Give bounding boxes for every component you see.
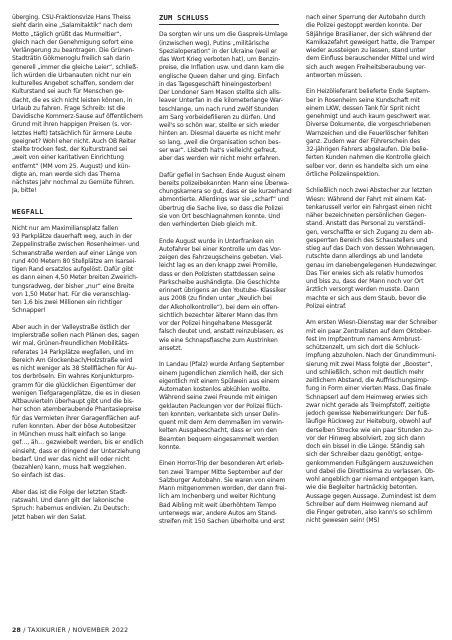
article-paragraph (159, 171, 292, 230)
text-line: sichtlich bezechter älterer Mann das Ihm (159, 311, 278, 319)
text-line: Kamikazefahrt geweigert hatte, die Tramper (306, 38, 435, 46)
paragraph-gap (159, 163, 285, 171)
text-line: sich der Schreiber dazu genötigt, entge- (306, 451, 424, 459)
text-line: stieg auf das Dach von dessen Wohnwagen, (306, 245, 435, 252)
text-line: tenkarussell verlor ein Fahrgast einen nicht (306, 203, 432, 211)
magazine-name: TAXIKURIER (27, 627, 66, 634)
text-line: ten 1,6 bis zwei Millionen ein richtiger (12, 299, 123, 306)
text-line: entfernt“ (MM vom 25. August) und kün- (12, 162, 131, 170)
text-line: zwar nicht gerade als Treimpfstoff, zeitigte (306, 401, 430, 409)
text-line: ser war“. Lisbeth hat's vielleicht gefreut, (159, 146, 277, 154)
text-line: Altbauvierteln überhaupt gibt und die bis- (12, 398, 134, 405)
text-line: Nicht nur am Maximiliansplatz fallen (12, 224, 119, 232)
paragraph-gap (12, 316, 138, 324)
text-line: fest im Impfzentrum namens Armbrust- (306, 335, 422, 343)
text-line: Automaten kostenlos abkühlen wollte. (159, 386, 271, 393)
text-line: Beamten bequem eingesammelt werden (159, 435, 279, 443)
text-line: jedoch gewisse Nebenwirkungen: Der fuß- (306, 410, 430, 417)
text-line: preise, die Inflation usw. und dann kam die (159, 64, 284, 72)
text-line: läufige Rückweg zur Heiteburg, obwohl auf (306, 418, 432, 426)
text-line: aber das werden wir nicht mehr erfahren. (159, 155, 281, 162)
text-line: der Alkoholkontrolle“), bei dem ein offen- (159, 303, 279, 311)
text-line: gramm für die glücklichen Eigentümer der (12, 381, 136, 389)
article-paragraph (12, 489, 138, 522)
text-line: Salzburger Autobahn. Sie waren von einem (159, 476, 286, 484)
article-paragraph (306, 319, 438, 525)
text-line: tos derbröseln. Ein wahres Konjunkturpro- (12, 373, 135, 381)
text-line: Mann mitgenommen worden, der dann frei- (159, 485, 287, 492)
text-line: nicht gewesen sein! (MS) (306, 517, 380, 525)
text-line: Aber auch in der Valleystraße östlich der (12, 323, 131, 331)
text-line: Verlängerung zu beantragen. Die Grünen- (12, 47, 135, 54)
text-line: wie eine Schnapsflasche zum Austrinken (159, 336, 278, 344)
text-line: wir mal, Grünen-freundlichen Mobilitäts- (12, 340, 130, 348)
text-line: vor der Hinweg absolviert, zog sich dann (306, 434, 425, 442)
text-line: kulturelles Angebot schaffen, sondern der (12, 80, 134, 87)
article-paragraph (306, 187, 437, 311)
text-line: es dann einen 4,50 Meter breiten Zweirich- (12, 274, 138, 282)
text-line: am Sarg vorbeidefilieren zu dürfen. Und (159, 113, 276, 121)
text-line: Stadträtin Gökmenoglu freilich sah darin (12, 55, 131, 63)
paragraph-gap (159, 452, 285, 460)
text-line: bedarf. Und wer das nicht will oder nicht (12, 455, 130, 463)
text-line: näher bezeichneten persönlichen Gegen- (306, 212, 427, 219)
paragraph-gap (159, 229, 285, 237)
text-line: dass er den Polizisten stattdessen seine (159, 270, 276, 278)
text-line: in das Tagesgeschäft hineingestorben! (159, 80, 272, 88)
text-line: digte an, man werde sich das Thema (12, 170, 120, 178)
paragraph-gap (306, 80, 432, 88)
text-line: schützenzelt, um sich dort die Schluck- (306, 344, 420, 351)
text-line: Urlaub zu fahren. Frage Schreib: Ist die (12, 104, 126, 112)
text-line: den verhinderten Dieb gleich mit. (159, 221, 257, 228)
article-paragraph (12, 225, 138, 316)
text-line: ratswahl. Und dann gilt der lakonische (12, 497, 124, 504)
text-line: (bezahlen) kann, muss halt wegziehen. (12, 464, 127, 471)
text-line: tungsradweg, der bisher „nur“ eine Breite (12, 282, 135, 290)
text-column-2 (159, 13, 292, 526)
text-line: ferten Kunden nahmen die Kontrolle gleich (306, 154, 431, 162)
text-line: sierung mit zwei Mass folgte der „Booster“, (306, 360, 433, 368)
text-line: leaver Unterfan in die kilometerlange War- (159, 97, 283, 105)
text-line: Ein Heizölieferant belieferte Ende Septem- (306, 88, 430, 96)
text-line: streifen mit 150 Sachen überholte und erst (159, 518, 285, 525)
text-line: wenigen Tiefgaragenplätze, die es in diesen (12, 389, 141, 397)
text-line: übertrug die Sache live, so dass die Polizei (159, 204, 283, 212)
text-line: englische Queen daher und ging. Einfach (159, 72, 280, 80)
text-line: Schnapserl auf dem Heimweg erwies sich (306, 393, 428, 401)
footer-separator: / (68, 627, 73, 634)
text-line: sich auch wegen Freiheitsberaubung ver- (306, 63, 426, 71)
article-paragraph (159, 361, 285, 452)
text-column-1 (12, 14, 144, 522)
text-line: impfung abzuholen. Nach der Grundimmuni- (306, 352, 437, 360)
text-line: Davidische Kommerz-Sause auf öffentlichem (12, 113, 143, 120)
text-line: nach einer Sperrung der Autobahn durch (306, 14, 426, 21)
text-line: von 1,50 Meter hat. Für die veranschlag- (12, 290, 131, 298)
section-heading: ZUM SCHLUSS (159, 14, 279, 25)
text-line: teschlange, um nach rund zwölf Stunden (159, 105, 279, 113)
text-line: machte er sich aus dem Staub, bevor die (306, 294, 427, 302)
text-line: Bad Aibling mit weit überhöhtem Tempo (159, 501, 277, 509)
text-line: die Finger getreten, also kann's so schlimm (306, 509, 433, 516)
text-line: Aber das ist die Folge der letzten Stadt- (12, 488, 128, 496)
text-line: Einen Horror-Trip der besonderen Art erleb- (159, 460, 284, 468)
article-paragraph (306, 88, 432, 179)
text-line: lich am Inchenberg und weiter Richtung (159, 493, 276, 501)
issue-date: NOVEMBER 2022 (72, 627, 129, 634)
text-line: rund 400 Metern 80 Stellplätze am Isarsei- (12, 257, 137, 265)
text-line: (inzwischen weg), Putins „militärische (159, 39, 270, 47)
text-line: einsieht, dass er dringend der Unterziehung (12, 447, 141, 455)
text-line: Schreiber auf dem Heimweg niemand auf (306, 500, 428, 508)
text-line: tigen Rand ersatzlos aufgelöst. Dafür gibt (12, 266, 134, 273)
text-line: konnte. (159, 443, 181, 451)
text-line: es nicht weniger als 38 Stellflächen für Au- (12, 365, 137, 372)
text-line: selber vor, denn es handelte sich um eine (306, 162, 429, 170)
text-line: zeitlichem Abstand, die Auffrischungsimp- (306, 377, 429, 384)
text-line: In Landau (Pfalz) wurde Anfang September (159, 361, 285, 369)
text-line: gesperrten Bereich des Schaustellers und (306, 236, 428, 244)
text-line: Parkscheibe aushändigte. Die Geschichte (159, 278, 280, 286)
paragraph-gap (12, 481, 138, 489)
text-line: falsch deutet und, anstatt reinzublasen, es (159, 328, 284, 336)
text-line: Diverse Dokumente, die vorgeschriebenen (306, 121, 431, 129)
page-footer (12, 627, 128, 634)
text-line: Warnzeichen und die Feuerlöscher fehlten (306, 129, 429, 137)
text-line: wohl angeblich gar niemand entgegen kam, (306, 476, 435, 483)
text-line: fung in Form einer vierten Mass. Das finale (306, 385, 431, 393)
text-line: her schon atemberaubende Phantasiepreise (12, 406, 142, 414)
text-line: die Polizei gestoppt werden konnte. Der (306, 22, 423, 30)
text-line: chungskamera so gut, dass er sie kurzerhand (159, 188, 292, 195)
text-line: Schwanstraße werden auf einer Länge von (12, 249, 137, 257)
text-line: mit ein paar Zentralisten auf dem Oktober- (306, 327, 432, 335)
text-line: unterwegs war, andere Autos am Stand- (159, 509, 277, 517)
text-line: Autofahrer bei einer Kontrolle um das Vor- (159, 245, 282, 253)
text-line: sieht darin eine „Salamitaktik“ nach dem (12, 22, 133, 30)
text-line: ansetzt. (159, 344, 183, 352)
text-line: so lang, „weil die Organisation schon bes- (159, 138, 281, 146)
text-line: Kulturstand sei auch für Menschen ge- (12, 88, 124, 96)
text-line: einem LKW, dessen Tank für Sprit nicht (306, 104, 420, 112)
text-line: letztes Heft) tatsächlich für ärmere Leute (12, 129, 132, 137)
text-line: und schließlich, schon mit deutlich mehr (306, 368, 424, 376)
article-paragraph (159, 238, 285, 354)
text-line: und dabei die Direttissima zu verlassen. Ob- (306, 467, 435, 475)
text-line: Spruch: habemus endivien. Zu Deutsch: (12, 505, 130, 513)
text-line: 58jährige Brasilianer, der sich während der (306, 30, 432, 38)
text-line: Dafür gefiel in Sachsen Ende August einem (159, 171, 286, 179)
text-line: eigentlich mit einem Spülwein aus einem (159, 377, 280, 385)
text-line: Das Tier erwies sich als relativ humorlos (306, 269, 424, 277)
text-line: bereits polizeibekannten Mann eine Überwa- (159, 179, 290, 187)
text-line: stellte trocken fest, der Kulturstrand sei (12, 146, 127, 153)
text-line: abmontierte. Allerdings war sie „scharf“ und (159, 196, 289, 204)
text-line: genkommenden Fußgängern auszuweichen (306, 459, 434, 467)
text-line: generell „immer die gleiche Leier“, schließ- (12, 63, 139, 71)
article-paragraph (306, 14, 435, 80)
text-line: 93 Parkplätze dauerhaft weg, auch in der (12, 233, 133, 240)
text-line: Grund mit ihren happigen Preisen (s. vor- (12, 121, 132, 129)
text-line: dacht, die es sich nicht leisten können, in (12, 96, 133, 104)
text-column-3 (306, 14, 438, 526)
section-heading: WEGFALL (12, 208, 132, 219)
text-line: Implerstraße sollen nach Plänen des, sagen (12, 332, 139, 339)
text-line: rufen konnten. Aber der böse Autobesitzer (12, 422, 137, 430)
text-line: quent mit dem Arm demmaßen im verwin- (159, 419, 284, 426)
text-line: Ende August wurde in Unterfranken ein (159, 237, 274, 245)
text-line: vor der Polizei hingehaltene Messgerät (159, 320, 273, 327)
text-line: das Wort Krieg verboten hat), um Benzin- (159, 56, 281, 63)
text-line: kelten Ausgabeschacht, dass er von den (159, 427, 277, 435)
text-line: genehmigt und auch kaum geschwert war. (306, 113, 431, 120)
text-line: Spezialoperation“ in der Ukraine (weil er (159, 47, 277, 55)
text-line: aus 2008 (zu finden unter „Neulich bei (159, 295, 272, 303)
text-line: Der Londoner Sam Mason stellte sich alls- (159, 89, 281, 96)
text-line: wieder aussteigen zu lassen, stand unter (306, 47, 426, 54)
text-line: für das Vermieten ihrer Garagenflächen auf- (12, 414, 141, 422)
text-line: Motto „täglich grüßt das Murmeltier“, (12, 30, 122, 38)
text-line: leicht lag es an den knapp zwei Promille, (159, 262, 278, 270)
text-line: stand. Anstatt das Personal zu verständi- (306, 220, 426, 228)
text-line: derselben Strecke wie ein paar Stunden zu- (306, 426, 433, 434)
text-line: und biss zu, dass der Mann noch vor Ort (306, 278, 424, 285)
text-line: Schnapper! (12, 307, 46, 315)
text-line: geeignet? Wohl eher nicht. Auch OB Reiter (12, 137, 137, 145)
article-paragraph (159, 31, 288, 163)
text-line: antworten müssen. (306, 71, 363, 79)
text-line: Am ersten Wiesn-Dienstag war der Schreiber (306, 319, 438, 327)
text-line: örtliche Polizeiinspektion. (306, 170, 380, 178)
text-line: zeigen des Fahrzeugscheins gebeten. Viel- (159, 254, 283, 261)
text-line: lich würden die Urbanauten nicht nur ein (12, 71, 132, 79)
text-line: sie von Ort beschlagnahmen konnte. Und (159, 212, 280, 220)
text-line: gleich nach der Genehmigung sofort eine (12, 38, 133, 46)
text-line: referates 14 Parkplätze wegfallen, und im (12, 348, 134, 356)
text-line: erinnert übrigens an den Youtube- Klassiker (159, 287, 287, 294)
text-line: weil's so schön war, stellte er sich wieder (159, 122, 280, 129)
text-line: gen, verschaffte er sich Zugang zu dem ab- (306, 228, 434, 236)
text-line: dem Einfluss berauschender Mittel und wird (306, 55, 435, 63)
text-line: wie die Begleiter hartnäckig betonten. (306, 484, 418, 492)
text-line: in München muss halt einfach so lange (12, 431, 126, 438)
text-line: 32-jährigen Fahrers abgelaufen. Die belie- (306, 146, 429, 153)
text-line: rutschte dann allerdings ab und landete (306, 253, 423, 261)
text-line: ganz. Zudem war der Führerschein des (306, 137, 420, 145)
text-line: „weit von einer karitativen Einrichtung (12, 154, 124, 162)
text-line: doch ein bissel in die Länge. Ständig sah (306, 443, 425, 450)
text-line: genau im danebengelegenen Hundezwinger. (306, 261, 437, 269)
text-line: hinten an. Diesmal dauerte es nicht mehr (159, 130, 281, 138)
text-line: Aussage gegen Aussage. Zumindest ist dem (306, 492, 436, 500)
text-line: gef…, äh… gezwiebelt werden, bis er endlich (12, 439, 144, 447)
text-line: ärztlich versorgt werden musste. Dann (306, 286, 420, 294)
magazine-name-prefix: / (23, 627, 28, 634)
text-line: Ja, bitte! (12, 187, 37, 195)
text-line: geklauten Packungen vor der Polizei flüch- (159, 402, 283, 410)
text-line: Zeppelinstraße zwischen Rosenheimer- und (12, 241, 140, 249)
text-line: ten konnten, verkantete sich unser Delin- (159, 410, 280, 418)
paragraph-gap (306, 311, 432, 319)
text-line: einem Jugendlichen ziemlich heiß, der sich (159, 369, 284, 377)
text-line: Schließlich noch zwei Abstecher zur letzten (306, 187, 433, 195)
text-line: ber in Rosenheim seine Kundschaft mit (306, 96, 420, 104)
text-line: Jetzt haben wir den Salat. (12, 513, 87, 521)
text-line: So einfach ist das. (12, 472, 66, 480)
article-paragraph (159, 460, 285, 526)
page-number: 28 (12, 627, 22, 634)
article-paragraph (12, 323, 144, 481)
text-line: Polizei eintraf. (306, 302, 347, 310)
paragraph-gap (159, 353, 285, 361)
text-line: ten zwei Tramper Mitte September auf der (159, 468, 283, 476)
text-line: überging. CSU-Fraktionsvize Hans Theiss (12, 14, 131, 21)
text-line: nächstes Jahr nochmal zu Gemüte führen. (12, 179, 135, 186)
text-line: Während seine zwei Freunde mit einigen (159, 394, 278, 402)
text-line: Wiesn: Während der Fahrt mit einem Kat- (306, 195, 427, 203)
text-line: Da sorgten wir uns um die Gaspreis-Umlage (159, 31, 288, 39)
article-paragraph (12, 14, 143, 196)
paragraph-gap (306, 179, 432, 187)
text-line: Bereich Am Glockenbach/Holzstraße wird (12, 356, 133, 364)
